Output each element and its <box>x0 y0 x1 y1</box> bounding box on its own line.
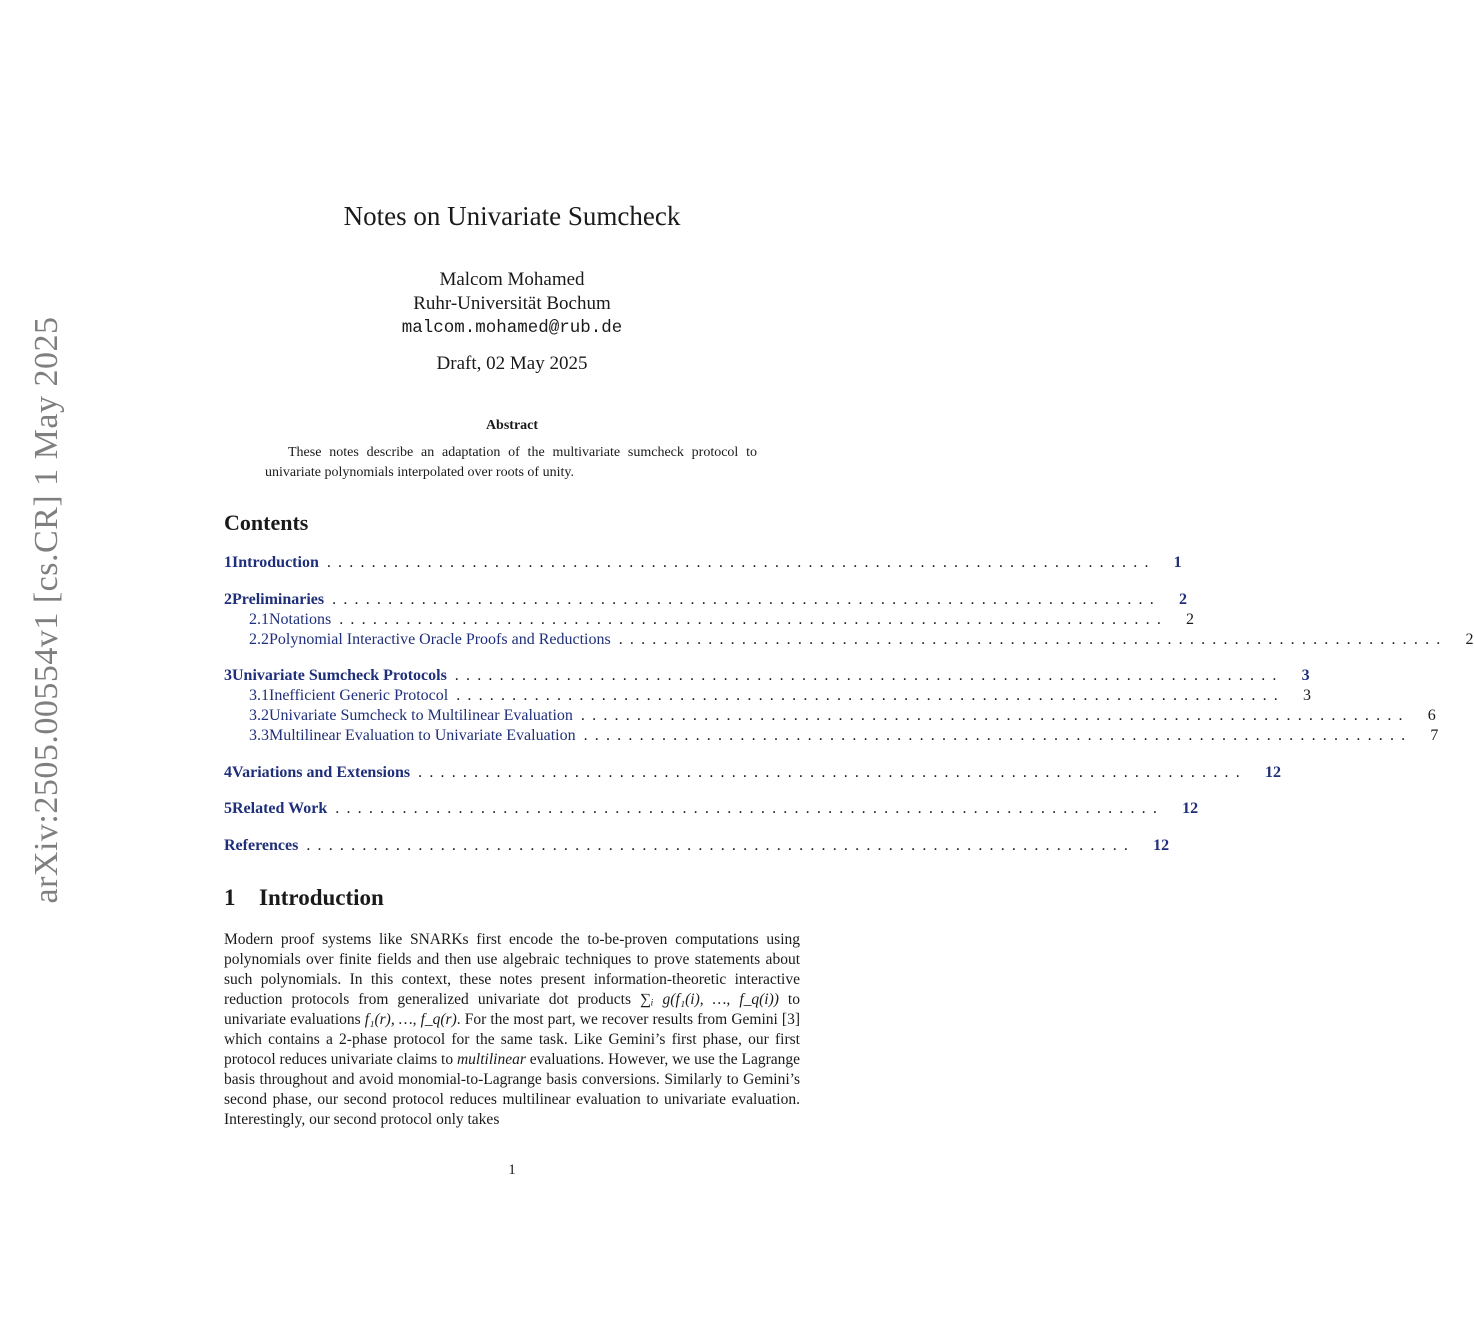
toc-entry-number: 3.3 <box>249 727 269 744</box>
section-title: Introduction <box>259 885 384 910</box>
toc-entry-page[interactable]: 2 <box>1465 631 1474 648</box>
abstract-heading: Abstract <box>485 418 539 433</box>
toc-entry-related-work[interactable] <box>224 799 1199 819</box>
toc-entry-label[interactable]: Univariate Sumcheck to Multilinear Evaluation <box>269 707 573 724</box>
section-heading-introduction <box>224 885 384 911</box>
toc-entry-page[interactable]: 7 <box>1430 727 1439 744</box>
paper-title: Notes on Univariate Sumcheck <box>343 201 681 231</box>
toc-entry-label[interactable]: Multilinear Evaluation to Univariate Evaluation <box>269 727 576 744</box>
toc-entry-page[interactable]: 12 <box>1153 837 1170 854</box>
abstract-text: These notes describe an adaptation of the multivariate sumcheck protocol to univariate polynomials interpolated over roots of unity. <box>265 445 757 480</box>
toc-entry-label[interactable]: Variations and Extensions <box>232 764 411 781</box>
toc-entry-label[interactable]: Related Work <box>232 800 328 817</box>
toc-entry-page[interactable]: 3 <box>1303 687 1311 704</box>
toc-entry-page[interactable]: 6 <box>1427 707 1436 724</box>
arxiv-identifier: arXiv:2505.00554v1 [cs.CR] 1 May 2025 <box>28 316 65 904</box>
toc-entry-number: 1 <box>224 554 232 571</box>
intro-text-b: to univariate evaluations <box>224 991 800 1028</box>
author-block <box>0 268 1024 340</box>
toc-entry-label[interactable]: Introduction <box>232 554 319 571</box>
toc-leader-dots: .......................................................................... <box>456 687 1285 704</box>
author-name: Malcom Mohamed <box>439 269 585 290</box>
toc-entry-label[interactable]: Univariate Sumcheck Protocols <box>232 667 447 684</box>
toc-entry-label[interactable]: Notations <box>269 611 332 628</box>
toc-entry-page[interactable]: 12 <box>1182 800 1199 817</box>
toc-entry-label[interactable]: Inefficient Generic Protocol <box>269 687 449 704</box>
intro-emphasis: multilinear <box>456 1051 526 1068</box>
toc-leader-dots: .......................................................................... <box>583 727 1413 744</box>
contents-heading: Contents <box>224 510 309 535</box>
toc-leader-dots: .......................................................................... <box>332 591 1161 608</box>
intro-text-d: evaluations. However, we use the Lagrange basis throughout and avoid monomial-to-Lagrange basis conversions. Similarly to Gemini’s second phase, our second protocol reduces multilinear evaluation to univariate evaluation. Interestingly, our second protocol only takes <box>224 1051 800 1128</box>
toc-entry-preliminaries[interactable] <box>224 590 1187 610</box>
author-email[interactable]: malcom.mohamed@rub.de <box>401 318 623 338</box>
page-number: 1 <box>508 1162 516 1178</box>
toc-leader-dots: .......................................................................... <box>454 667 1284 684</box>
section-number: 1 <box>224 885 236 910</box>
toc-entry-inefficient-generic-protocol[interactable] <box>224 686 1311 706</box>
toc-entry-number: 3.1 <box>249 687 269 704</box>
math-dot-product: ∑ᵢ g(f₁(i), …, f_q(i)) <box>640 991 779 1008</box>
draft-date: Draft, 02 May 2025 <box>436 353 588 374</box>
toc-entry-page[interactable]: 1 <box>1173 554 1182 571</box>
toc-entry-page[interactable]: 12 <box>1264 764 1281 781</box>
toc-entry-polynomial-iops[interactable] <box>224 630 1474 650</box>
toc-entry-number: 4 <box>224 764 232 781</box>
toc-entry-multilinear-to-univariate[interactable] <box>224 726 1439 746</box>
toc-entry-notations[interactable] <box>224 610 1195 630</box>
toc-entry-label[interactable]: Polynomial Interactive Oracle Proofs and Reductions <box>269 631 611 648</box>
toc-entry-number: 2.1 <box>249 611 269 628</box>
toc-leader-dots: .......................................................................... <box>339 611 1169 628</box>
toc-leader-dots: .......................................................................... <box>618 631 1448 648</box>
introduction-paragraph <box>224 930 800 1130</box>
toc-entry-number: 2.2 <box>249 631 269 648</box>
author-affiliation: Ruhr-Universität Bochum <box>413 293 611 314</box>
toc-entry-number: 3 <box>224 667 232 684</box>
toc-leader-dots: .......................................................................... <box>326 554 1156 571</box>
toc-entry-label[interactable]: Preliminaries <box>232 591 325 608</box>
toc-leader-dots: .......................................................................... <box>306 837 1136 854</box>
toc-entry-page[interactable]: 3 <box>1301 667 1310 684</box>
toc-entry-number: 2 <box>224 591 232 608</box>
intro-text-a: Modern proof systems like SNARKs first encode the to-be-proven computations using polynomials over finite fields and then use algebraic techniques to prove statements about such polynomials. In this context, these notes present information-theoretic interactive reduction protocols from generalized univariate dot products <box>224 931 800 1008</box>
toc-entry-number: 3.2 <box>249 707 269 724</box>
introduction-body <box>224 930 800 1130</box>
toc-leader-dots: .......................................................................... <box>418 764 1247 781</box>
math-evaluations: f₁(r), …, f_q(r) <box>364 1011 457 1028</box>
toc-entry-variations-extensions[interactable] <box>224 763 1281 783</box>
toc-entry-univariate-sumcheck-protocols[interactable] <box>224 666 1310 686</box>
toc-entry-page[interactable]: 2 <box>1178 591 1187 608</box>
toc-entry-label[interactable]: References <box>224 837 299 854</box>
toc-leader-dots: .......................................................................... <box>335 800 1165 817</box>
toc-leader-dots: .......................................................................... <box>580 707 1410 724</box>
toc-entry-introduction[interactable] <box>224 553 1182 573</box>
toc-entry-page[interactable]: 2 <box>1186 611 1195 628</box>
toc-entry-sumcheck-to-multilinear[interactable] <box>224 706 1436 726</box>
toc-entry-number: 5 <box>224 800 232 817</box>
toc-entry-references[interactable] <box>224 836 1170 856</box>
intro-text-c: . For the most part, we recover results from Gemini [3] which contains a 2-phase protocol for the same task. Like Gemini’s first phase, our first protocol reduces univariate claims to <box>224 1011 800 1068</box>
